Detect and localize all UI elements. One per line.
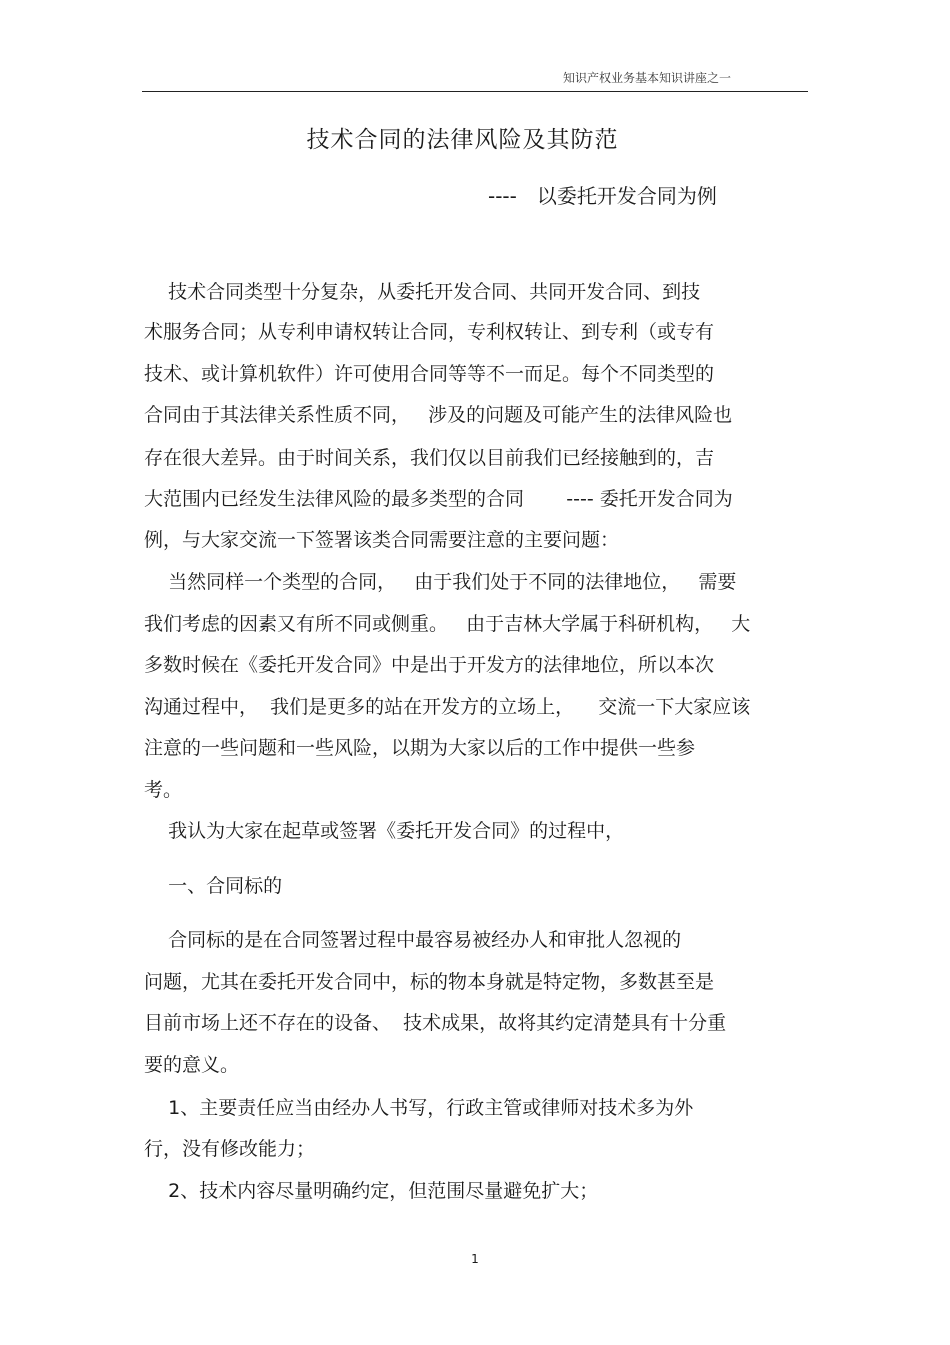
- paragraph-line: 当然同样一个类型的合同， 由于我们处于不同的法律地位， 需要: [144, 571, 737, 593]
- paragraph-line: 技术合同类型十分复杂，从委托开发合同、共同开发合同、到技: [144, 281, 701, 303]
- running-header: 知识产权业务基本知识讲座之一: [563, 71, 732, 85]
- paragraph-line: 例，与大家交流一下签署该类合同需要注意的主要问题：: [144, 529, 620, 551]
- page-number: 1: [471, 1252, 479, 1266]
- list-item: 行，没有修改能力；: [144, 1138, 316, 1160]
- paragraph-line: 合同标的是在合同签署过程中最容易被经办人和审批人忽视的: [144, 929, 682, 951]
- list-item: 2、技术内容尽量明确约定，但范围尽量避免扩大；: [144, 1180, 599, 1202]
- document-title: 技术合同的法律风险及其防范: [306, 127, 619, 153]
- paragraph-line: 我认为大家在起草或签署《委托开发合同》的过程中，: [144, 820, 625, 842]
- paragraph-line: 术服务合同；从专利申请权转让合同，专利权转让、到专利（或专有: [144, 321, 715, 343]
- paragraph-line: 我们考虑的因素又有所不同或侧重。 由于吉林大学属于科研机构， 大: [144, 613, 751, 635]
- paragraph-line: 注意的一些问题和一些风险，以期为大家以后的工作中提供一些参: [144, 737, 696, 759]
- subtitle-dash: ----: [488, 184, 517, 208]
- paragraph-line: 合同由于其法律关系性质不同， 涉及的问题及可能产生的法律风险也: [144, 404, 733, 426]
- paragraph-line: 多数时候在《委托开发合同》中是出于开发方的法律地位，所以本次: [144, 654, 715, 676]
- paragraph-line: 要的意义。: [144, 1054, 240, 1076]
- subtitle-text: 以委托开发合同为例: [536, 184, 717, 208]
- header-rule: [142, 91, 808, 92]
- paragraph-line: 存在很大差异。由于时间关系，我们仅以目前我们已经接触到的，吉: [144, 447, 715, 469]
- paragraph-line: 目前市场上还不存在的设备、 技术成果，故将其约定清楚具有十分重: [144, 1012, 727, 1034]
- paragraph-line: 技术、或计算机软件）许可使用合同等等不一而足。每个不同类型的: [144, 363, 715, 385]
- paragraph-line: 沟通过程中， 我们是更多的站在开发方的立场上， 交流一下大家应该: [144, 696, 751, 718]
- paragraph-line: 大范围内已经发生法律风险的最多类型的合同 ---- 委托开发合同为: [144, 488, 733, 510]
- paragraph-line: 考。: [144, 779, 183, 801]
- list-item: 1、主要责任应当由经办人书写，行政主管或律师对技术多为外: [144, 1097, 694, 1119]
- paragraph-line: 问题，尤其在委托开发合同中，标的物本身就是特定物，多数甚至是: [144, 971, 715, 993]
- section-heading: 一、合同标的: [144, 875, 283, 897]
- document-subtitle: [488, 180, 717, 209]
